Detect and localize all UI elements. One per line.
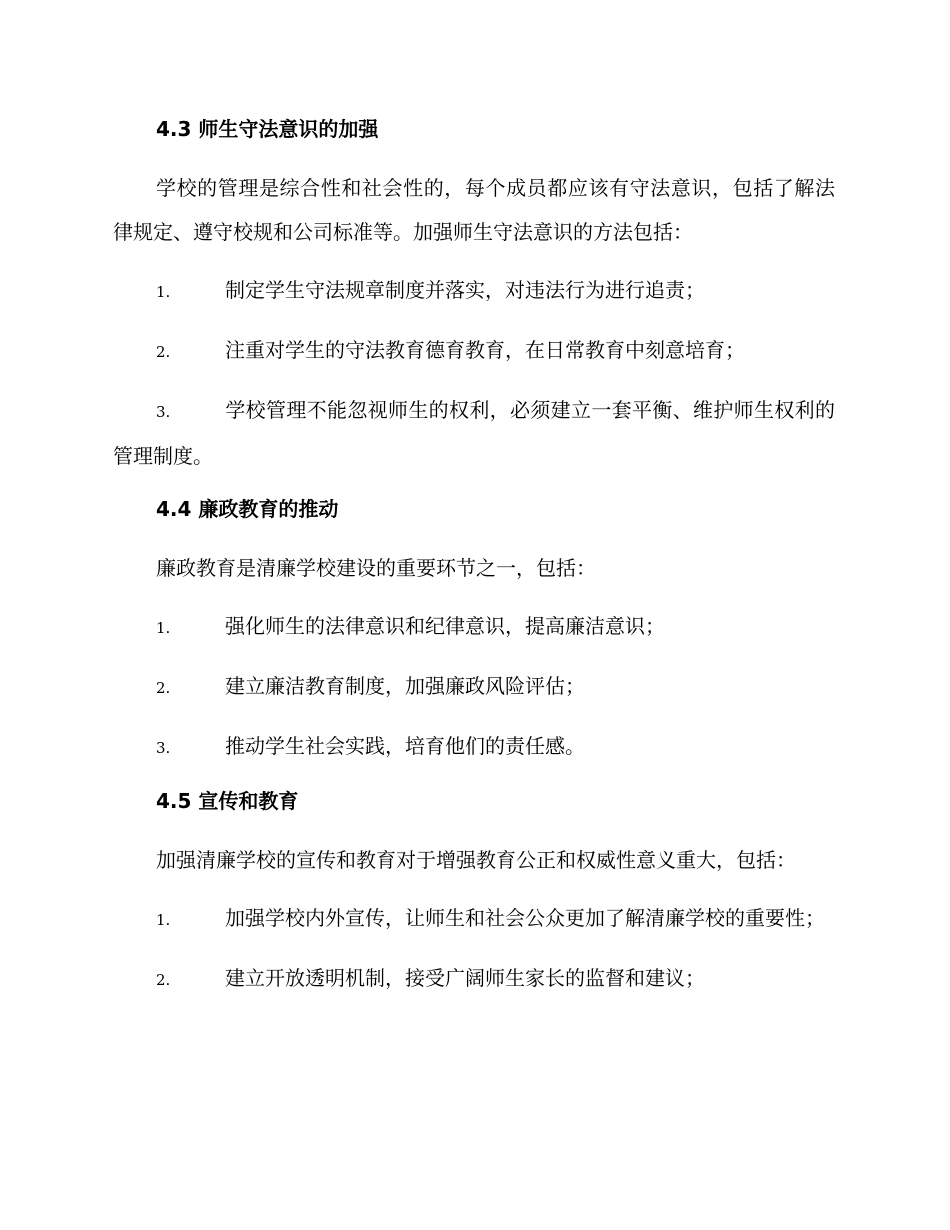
- list-item: [113, 896, 835, 942]
- section-4-4: [113, 492, 835, 770]
- section-heading: 4.3 师生守法意识的加强: [156, 117, 379, 141]
- list-item: [113, 604, 835, 650]
- section-4-5: [113, 784, 835, 1002]
- list-number: 3.: [156, 739, 171, 757]
- list-number: 1.: [156, 911, 171, 929]
- section-4-3: [113, 112, 835, 478]
- list-item: [113, 724, 835, 770]
- section-heading: 4.5 宣传和教育: [156, 789, 299, 813]
- list-item: [113, 328, 835, 374]
- document-body: [113, 112, 835, 1016]
- list-text: 制定学生守法规章制度并落实，对违法行为进行追责；: [225, 278, 705, 302]
- list-number: 1.: [156, 283, 171, 301]
- list-item: [113, 956, 835, 1002]
- list-text: 强化师生的法律意识和纪律意识，提高廉洁意识；: [225, 614, 665, 638]
- section-intro: 廉政教育是清廉学校建设的重要环节之一，包括：: [156, 556, 596, 580]
- list-text: 学校管理不能忽视师生的权利，必须建立一套平衡、维护师生权利的管理制度。: [113, 398, 835, 468]
- section-heading: 4.4 廉政教育的推动: [156, 497, 339, 521]
- section-intro: 学校的管理是综合性和社会性的，每个成员都应该有守法意识，包括了解法律规定、遵守校规和公司标准等。加强师生守法意识的方法包括：: [113, 176, 835, 244]
- list-number: 2.: [156, 971, 171, 989]
- list-text: 推动学生社会实践，培育他们的责任感。: [225, 734, 585, 758]
- section-intro: 加强清廉学校的宣传和教育对于增强教育公正和权威性意义重大，包括：: [156, 848, 796, 872]
- list-item: [113, 664, 835, 710]
- list-number: 2.: [156, 343, 171, 361]
- list-text: 建立开放透明机制，接受广阔师生家长的监督和建议；: [225, 966, 705, 990]
- list-number: 3.: [156, 403, 171, 421]
- list-item: [113, 388, 835, 478]
- list-text: 加强学校内外宣传，让师生和社会公众更加了解清廉学校的重要性；: [225, 906, 825, 930]
- list-text: 注重对学生的守法教育德育教育，在日常教育中刻意培育；: [225, 338, 745, 362]
- list-number: 1.: [156, 619, 171, 637]
- list-item: [113, 268, 835, 314]
- list-number: 2.: [156, 679, 171, 697]
- list-text: 建立廉洁教育制度，加强廉政风险评估；: [225, 674, 585, 698]
